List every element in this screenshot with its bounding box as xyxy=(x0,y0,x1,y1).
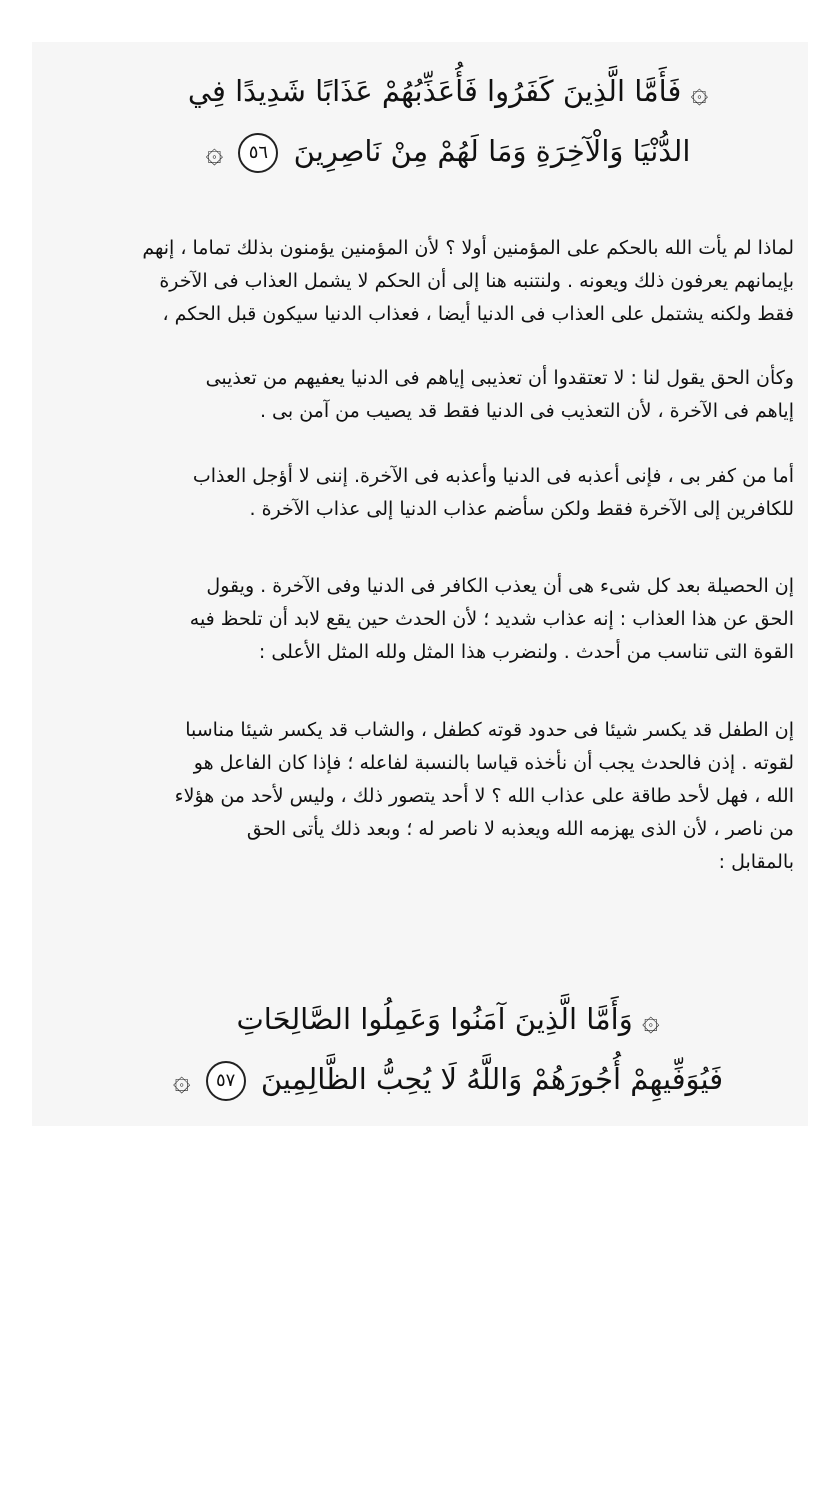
text-line: أما من كفر بى ، فإنى أعذبه فى الدنيا وأعذبه فى الآخرة. إننى لا أؤجل العذاب xyxy=(192,465,794,487)
verse-56-text-2: الدُّنْيَا وَالْآخِرَةِ وَمَا لَهُمْ مِنْ نَاصِرِينَ xyxy=(293,134,691,168)
text-line: إن الحصيلة بعد كل شىء هى أن يعذب الكافر فى الدنيا وفى الآخرة . ويقول xyxy=(206,575,794,597)
text-line: القوة التى تناسب من أحدث . ولنضرب هذا المثل ولله المثل الأعلى : xyxy=(258,641,794,663)
text-line: فقط ولكنه يشتمل على العذاب فى الدنيا أيضا ، فعذاب الدنيا سيكون قبل الحكم ، xyxy=(162,303,794,325)
book-page xyxy=(32,42,808,1126)
paragraph-3 xyxy=(60,460,794,526)
text-line: لقوته . إذن فالحدث يجب أن نأخذه قياسا بالنسبة لفاعله ؛ فإذا كان الفاعل هو xyxy=(193,752,794,774)
verse-start-ornament-icon: ۞ xyxy=(690,75,709,110)
text-line: لماذا لم يأت الله بالحكم على المؤمنين أولا ؟ لأن المؤمنين يؤمنون بذلك تماما ، إنهم xyxy=(142,237,794,259)
verse-56-line-1 xyxy=(128,62,768,122)
text-line: وكأن الحق يقول لنا : لا تعتقدوا أن تعذيبى إياهم فى الدنيا يعفيهم من تعذيبى xyxy=(205,367,794,389)
verse-start-ornament-icon: ۞ xyxy=(641,1003,660,1038)
verse-56-text-1: فَأَمَّا الَّذِينَ كَفَرُوا فَأُعَذِّبُهُمْ عَذَابًا شَدِيدًا فِي xyxy=(187,74,682,108)
paragraph-2 xyxy=(60,362,794,428)
verse-57-line-2 xyxy=(128,1050,768,1110)
verse-57-line-1 xyxy=(128,990,768,1050)
text-line: من ناصر ، لأن الذى يهزمه الله ويعذبه لا ناصر له ؛ وبعد ذلك يأتى الحق xyxy=(246,818,794,840)
text-line: إياهم فى الآخرة ، لأن التعذيب فى الدنيا فقط قد يصيب من آمن بى . xyxy=(259,400,794,422)
text-line: إن الطفل قد يكسر شيئا فى حدود قوته كطفل ، والشاب قد يكسر شيئا مناسبا xyxy=(185,719,794,741)
text-line: الله ، فهل لأحد طاقة على عذاب الله ؟ لا أحد يتصور ذلك ، وليس لأحد من هؤلاء xyxy=(174,785,794,807)
verse-56-line-2 xyxy=(128,122,768,182)
quran-verse-57 xyxy=(128,990,768,1110)
paragraph-5 xyxy=(60,714,794,879)
quran-verse-56 xyxy=(128,62,768,182)
text-line: بالمقابل : xyxy=(718,851,794,873)
verse-57-text-1: وَأَمَّا الَّذِينَ آمَنُوا وَعَمِلُوا الصَّالِحَاتِ xyxy=(236,1002,633,1036)
text-line: بإيمانهم يعرفون ذلك ويعونه . ولنتنبه هنا إلى أن الحكم لا يشمل العذاب فى الآخرة xyxy=(159,270,794,292)
verse-57-text-2: فَيُوَفِّيهِمْ أُجُورَهُمْ وَاللَّهُ لَا يُحِبُّ الظَّالِمِينَ xyxy=(260,1062,724,1096)
ayah-number-57: ٥٧ xyxy=(206,1061,246,1101)
verse-end-ornament-icon: ۞ xyxy=(205,135,224,170)
paragraph-1 xyxy=(60,232,794,331)
ayah-number-56: ٥٦ xyxy=(238,133,278,173)
paragraph-4 xyxy=(60,570,794,669)
text-line: للكافرين إلى الآخرة فقط ولكن سأضم عذاب الدنيا إلى عذاب الآخرة . xyxy=(249,498,794,520)
text-line: الحق عن هذا العذاب : إنه عذاب شديد ؛ لأن الحدث حين يقع لابد أن تلحظ فيه xyxy=(189,608,794,630)
verse-end-ornament-icon: ۞ xyxy=(172,1063,191,1098)
